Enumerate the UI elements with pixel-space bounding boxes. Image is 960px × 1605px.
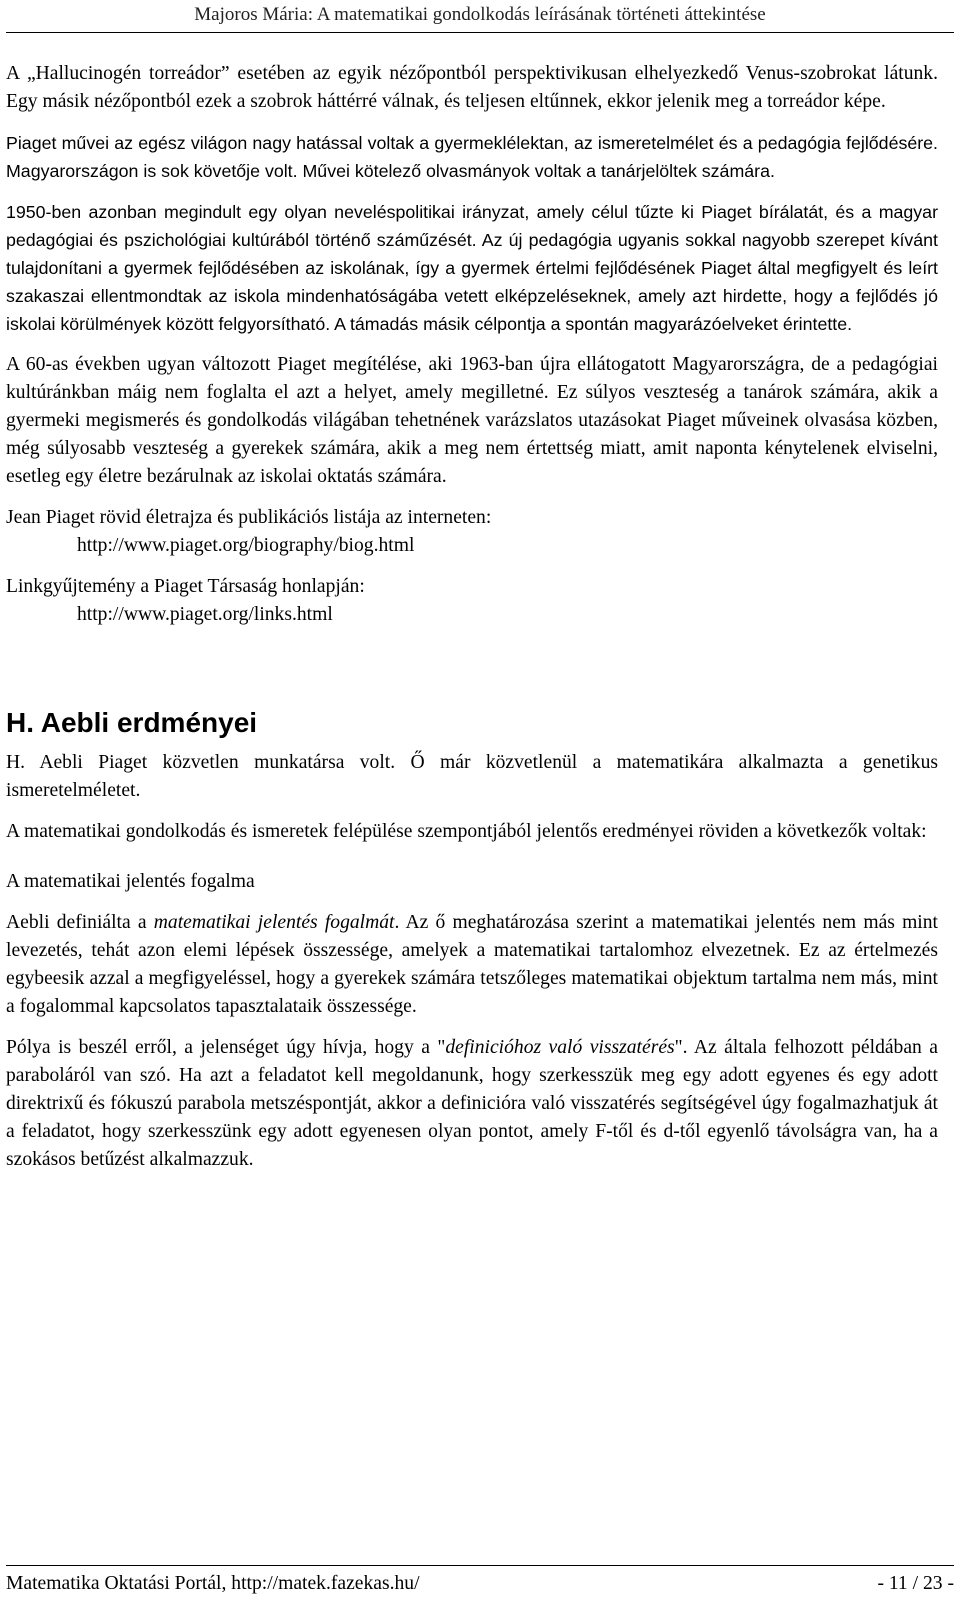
- paragraph-60s: A 60-as években ugyan változott Piaget megítélése, aki 1963-ban újra ellátogatott Magyarországra, de a pedagógiai kultúránkban máig nem foglalta el azt a helyet, amely megilletné. Ez súlyos veszteség a tanárok számára, akik a gyermeki megismerés és gondolkodás világában tehetnének varázslatos utazásokat Piaget műveinek olvasása közben, még súlyosabb veszteség a gyerekek számára, akik a meg nem értettség miatt, amit naponta kénytelenek elviselni, esetleg egy életre bezárulnak az iskolai oktatás számára.: [6, 354, 938, 487]
- paragraph-piaget-influence: Piaget művei az egész világon nagy hatással voltak a gyermeklélektan, az ismeretelmélet és a pedagógia fejlődésére. Magyarországon is sok követője volt. Művei kötelező olvasmányok voltak a tanárjelöltek számára.: [6, 133, 938, 181]
- polya-text-b: ". Az általa felhozott példában a paraboláról van szó. Ha azt a feladatot kell megoldanunk, hogy szerkesszük meg egy adott egyenes és egy adott direktrixű és fókuszú parabola metszéspontját, akkor a definicióra való visszatérés segítségével úgy fogalmazhatjuk át a feladatot, hogy szerkesszünk egy adott egyenesen olyan pontot, amely F-től és d-től egyenlő távolságra van, ha a szokásos betűzést alkalmazzuk.: [6, 1037, 938, 1170]
- bio-url-link[interactable]: http://www.piaget.org/biography/biog.html: [77, 535, 415, 556]
- paragraph-torreador: A „Hallucinogén torreádor” esetében az egyik nézőpontból perspektivikusan elhelyezkedő Venus-szobrokat látunk. Egy másik nézőpontból ezek a szobrok háttérré válnak, és teljesen eltűnnek, ekkor jelenik meg a torreádor képe.: [6, 63, 938, 112]
- subheading-meaning: A matematikai jelentés fogalma: [6, 871, 255, 892]
- document-body: [6, 60, 938, 1187]
- paragraph-aebli-results: A matematikai gondolkodás és ismeretek felépülése szempontjából jelentős eredményei röviden a következők voltak:: [6, 821, 927, 842]
- meaning-text-a: Aebli definiálta a: [6, 912, 154, 933]
- links-label: Linkgyűjtemény a Piaget Társaság honlapján:: [6, 576, 365, 597]
- polya-text-a: Pólya is beszél erről, a jelenséget úgy hívja, hogy a ": [6, 1037, 446, 1058]
- paragraph-aebli-intro: H. Aebli Piaget közvetlen munkatársa volt. Ő már közvetlenül a matematikára alkalmazta a genetikus ismeretelméletet.: [6, 752, 938, 801]
- bio-link-block: [6, 504, 938, 560]
- page-header: [6, 0, 954, 33]
- section-heading: H. Aebli erdményei: [6, 707, 258, 738]
- meaning-text-em: matematikai jelentés fogalmát: [153, 912, 395, 933]
- bio-label: Jean Piaget rövid életrajza és publikációs listája az interneten:: [6, 507, 492, 528]
- page-footer: [6, 1565, 954, 1598]
- paragraph-1950: 1950-ben azonban megindult egy olyan neveléspolitikai irányzat, amely célul tűzte ki Piaget bírálatát, és a magyar pedagógiai és pszichológiai kultúrából történő száműzését. Az új pedagógia ugyanis sokkal nagyobb szerepet kívánt tulajdonítani a gyermek fejlődésében az iskolának, így a gyermek értelmi fejlődésének Piaget által megfigyelt és leírt szakaszai ellentmondtak az iskola mindenhatóságába vetett elképzeléseknek, amely azt hirdette, hogy a fejlődés jó iskolai körülmények között felgyorsítható. A támadás másik célpontja a spontán magyarázóelveket érintette.: [6, 202, 938, 334]
- links-link-block: [6, 573, 938, 629]
- paragraph-polya: [6, 1034, 938, 1174]
- header-title: Majoros Mária: A matematikai gondolkodás leírásának történeti áttekintése: [194, 4, 766, 25]
- meaning-text-b: . Az ő meghatározása szerint a matematikai jelentés nem más mint levezetés, tehát azon elemi lépések összessége, amelyek a matematikai tartalomhoz elvezetnek. Ez az értelmezés egybeesik azzal a megfigyeléssel, hogy a gyerekek számára tetszőleges matematikai objektum tartalma nem más, mint a fogalommal kapcsolatos tapasztalataik összessége.: [6, 912, 938, 1017]
- footer-page-number: - 11 / 23 -: [877, 1573, 954, 1594]
- footer-portal: Matematika Oktatási Portál, http://matek.fazekas.hu/: [6, 1573, 420, 1594]
- links-url-link[interactable]: http://www.piaget.org/links.html: [77, 604, 333, 625]
- polya-text-em: definicióhoz való visszatérés: [445, 1037, 675, 1058]
- paragraph-meaning-definition: [6, 909, 938, 1021]
